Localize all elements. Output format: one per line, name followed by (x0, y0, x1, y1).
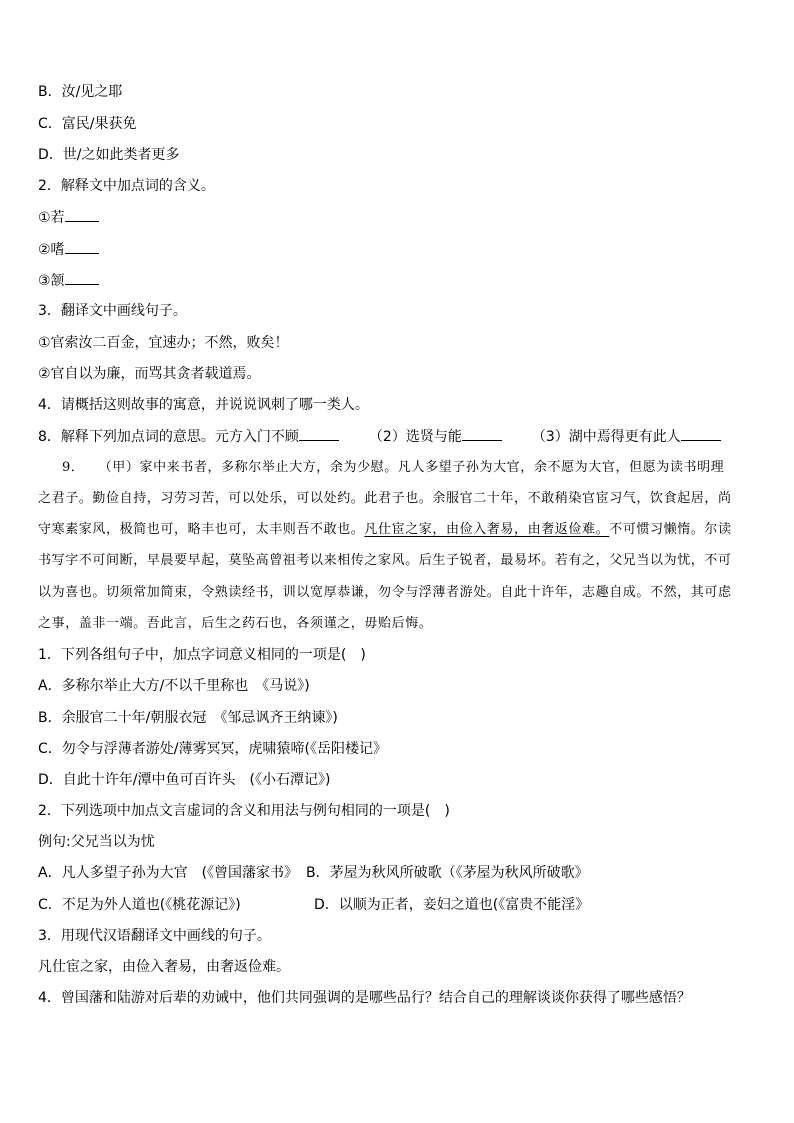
answer-blank (462, 427, 502, 441)
q8-part-3: （3）湖中焉得更有此人 (531, 429, 681, 445)
option-d: D．世/之如此类者更多 (38, 147, 180, 163)
answer-blank (681, 427, 721, 441)
s2-question-4: 4．曾国藩和陆游对后辈的劝诫中，他们共同强调的是哪些品行？结合自己的理解谈谈你获得了哪些感悟？ (38, 990, 691, 1006)
q2-item-2-label: ②嗜 (38, 242, 65, 258)
q2-item-1 (38, 208, 99, 227)
s2-q2-option-a: A．凡人多望子孙为大官 (《曾国藩家书》 (38, 865, 299, 881)
answer-blank (65, 240, 99, 254)
s2-q2-example: 例句:父兄当以为忧 (38, 834, 155, 850)
q2-item-3-label: ③颔 (38, 273, 65, 289)
passage-line-3 (38, 521, 732, 539)
passage-line-3-end: 不可惯习懒惰。尔读 (609, 522, 732, 537)
s2-q1-option-c: C．勿令与浮薄者游处/薄雾冥冥，虎啸猿啼(《岳阳楼记》 (38, 741, 387, 757)
s2-q3-sentence: 凡仕宦之家，由俭入奢易，由奢返俭难。 (38, 959, 290, 975)
question-4: 4．请概括这则故事的寓意，并说说讽刺了哪一类人。 (38, 397, 369, 413)
s2-q1-option-d: D．自此十许年/潭中鱼可百许头 (《小石潭记》) (38, 772, 331, 788)
s2-question-3: 3．用现代汉语翻译文中画线的句子。 (38, 928, 271, 944)
passage-line-2: 之君子。勤俭自持，习劳习苦，可以处乐，可以处约。此君子也。余服官二十年，不敢稍染官宦习气，饮食起居，尚 (38, 491, 732, 506)
question-2: 2．解释文中加点词的含义。 (38, 178, 215, 194)
question-3: 3．翻译文中画线句子。 (38, 303, 187, 319)
passage-line-1: 9． （甲）家中来书者，多称尔举止大方，余为少慰。凡人多望子孙为大官，余不愿为大官，但愿为读书明理 (62, 460, 725, 475)
q3-sentence-1: ①官索汝二百金，宜速办；不然，败矣！ (38, 335, 289, 351)
underlined-sentence: 凡仕宦之家，由俭入奢易，由奢返俭难。 (364, 522, 610, 537)
passage-line-5: 以为喜也。切须常加简束，令熟读经书，训以宽厚恭谦，勿令与浮薄者游处。自此十许年，志趣自成。不然，其可虑 (38, 585, 732, 600)
q8-intro: 8．解释下列加点词的意思。元方入门不顾 (38, 429, 299, 445)
answer-blank (65, 271, 99, 285)
q2-item-1-label: ①若 (38, 210, 65, 226)
answer-blank (65, 208, 99, 222)
passage-line-3-start: 守寒素家风，极简也可，略丰也可，太丰则吾不敢也。 (38, 522, 365, 537)
passage-line-4: 书写字不可间断，早晨要早起，莫坠高曾祖考以来相传之家风。后生子锐者，最易坏。若有之，父兄当以为忧，不可 (38, 553, 732, 568)
s2-q1-option-b: B．余服官二十年/朝服衣冠 《邹忌讽齐王纳谏》) (38, 710, 338, 726)
option-b: B．汝/见之耶 (38, 84, 123, 100)
passage-line-6: 之事，盖非一端。吾此言，后生之药石也，各须谨之，毋贻后悔。 (38, 616, 433, 631)
q8-part-2: （2）选贤与能 (368, 429, 462, 445)
option-c: C．富民/果获免 (38, 116, 137, 132)
s2-q2-option-b: B．茅屋为秋风所破歌（《茅屋为秋风所破歌》 (306, 865, 589, 881)
answer-blank (299, 427, 339, 441)
s2-q2-option-d: D．以顺为正者，妾妇之道也(《富贵不能淫》 (314, 897, 590, 913)
q2-item-2 (38, 240, 99, 259)
s2-q2-options-cd (38, 896, 589, 914)
s2-question-1: 1．下列各组句子中，加点字词意义相同的一项是( ) (38, 647, 366, 663)
s2-q1-option-a: A．多称尔举止大方/不以千里称也 《马说》) (38, 678, 310, 694)
q3-sentence-2: ②官自以为廉，而骂其贪者载道焉。 (38, 366, 261, 382)
s2-q2-options-ab (38, 864, 589, 882)
question-8 (38, 427, 721, 446)
q2-item-3 (38, 271, 99, 290)
s2-q2-option-c: C．不足为外人道也(《桃花源记》) (38, 897, 241, 913)
s2-question-2: 2．下列选项中加点文言虚词的含义和用法与例句相同的一项是( ) (38, 803, 450, 819)
